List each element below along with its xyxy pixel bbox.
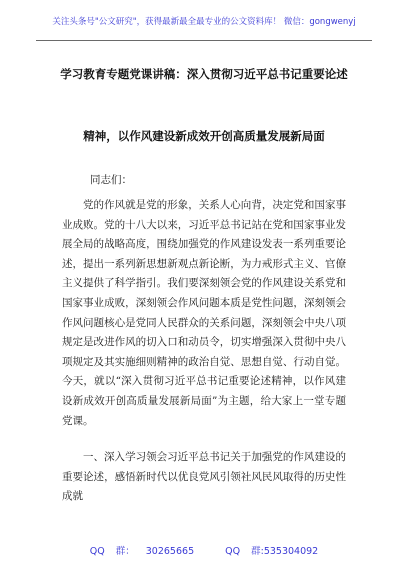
footer-contact xyxy=(0,543,408,557)
salutation: 同志们： xyxy=(90,174,132,186)
document-title-line-2: 精神，以作风建设新成效开创高质量发展新局面 xyxy=(83,129,325,143)
footer-qq-group-1: QQ 群： 30265665 xyxy=(89,546,195,557)
body-paragraph-1: 党的作风就是党的形象，关系人心向背，决定党和国家事业成败。党的十八大以来，习近平总书记站在党和国家事业发展全局的战略高度，围绕加强党的作风建设发表一系列重要论述，提出一系列新思想新观点新论断，为力戒形式主义、官僚主义提供了科学指引。我们要深刻领会党的作风建设关系党和国家事业成败，深刻领会作风问题本质是党性问题，深刻领会作风问题核心是党同人民群众的关系问题，深刻领会中央八项规定是改进作风的切入口和动员令，切实增强深入贯彻中央八项规定及其实施细则精神的政治自觉、思想自觉、行动自觉。今天，就以“深入贯彻习近平总书记重要论述精神，以作风建设新成效开创高质量发展新局面”为主题，给大家上一堂专题党课。 xyxy=(62,199,346,427)
header-divider xyxy=(36,40,372,41)
body-paragraph-2: 一、深入学习领会习近平总书记关于加强党的作风建设的重要论述，感悟新时代以优良党风引领社风民风取得的历史性成就 xyxy=(62,451,346,503)
header-note: 关注头条号"公文研究"，获得最新最全最专业的公文资料库！ 微信：gongwenyj xyxy=(52,17,356,27)
footer-qq-group-2: QQ 群:535304092 xyxy=(225,546,319,557)
document-title-line-1: 学习教育专题党课讲稿：深入贯彻习近平总书记重要论述 xyxy=(60,67,348,81)
